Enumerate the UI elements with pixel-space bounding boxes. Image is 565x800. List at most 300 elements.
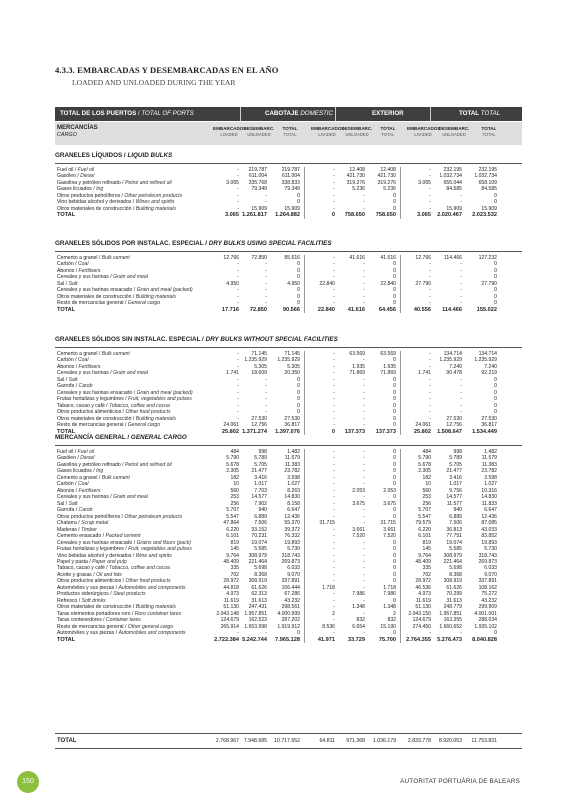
cell-value: -: [363, 494, 365, 501]
cell-value: 1.718: [383, 584, 396, 591]
row-label: Abonos / Fertilisers: [57, 267, 101, 274]
total-value: 33.729: [347, 636, 365, 643]
cell-value: -: [363, 513, 365, 520]
total-value: 41.971: [317, 636, 335, 643]
cell-value: -: [460, 261, 462, 268]
row-label: Gases licuados / Ing: [57, 468, 104, 475]
cell-value: 19.074: [251, 539, 267, 546]
cell-value: 265.914: [220, 623, 239, 630]
cell-value: 2.043.148: [216, 610, 239, 617]
cell-value: 308.919: [443, 578, 462, 585]
cell-value: 6.101: [418, 533, 431, 540]
cell-value: -: [333, 422, 335, 429]
cell-value: 27.530: [481, 415, 497, 422]
cell-value: 1.027: [484, 481, 497, 488]
cell-value: 0: [494, 199, 497, 206]
cell-value: 3.675: [383, 500, 396, 507]
cell-value: 11.579: [481, 455, 497, 462]
cell-value: 484: [230, 449, 239, 455]
cell-value: -: [333, 357, 335, 364]
cell-value: -: [460, 274, 462, 281]
cell-value: -: [237, 199, 239, 206]
cell-value: -: [333, 167, 335, 173]
row-label: Automóviles y sus piezas / Automobiles and components: [57, 584, 186, 591]
cell-value: 0: [393, 422, 396, 429]
cell-value: 79.349: [284, 186, 300, 193]
cell-value: 7.703: [254, 487, 267, 494]
cell-value: 232.195: [443, 167, 462, 173]
cell-value: -: [460, 293, 462, 300]
cell-value: -: [265, 287, 267, 294]
cell-value: 655.044: [443, 179, 462, 186]
cell-value: 6.889: [254, 513, 267, 520]
cell-value: 0: [297, 396, 300, 403]
cell-value: 7.506: [449, 520, 462, 527]
cell-value: -: [460, 376, 462, 383]
cell-value: 318.743: [478, 552, 497, 559]
total-value: 75.700: [378, 636, 396, 643]
row-label: Gasolina y petróleo refinado / Petrol and refined oil: [57, 461, 172, 468]
cell-value: 43.232: [284, 597, 300, 604]
cell-value: 998: [258, 449, 267, 455]
cell-value: -: [333, 487, 335, 494]
cell-value: 219.787: [248, 167, 267, 173]
cell-value: 2.305: [226, 468, 239, 475]
total-value: 5.242.744: [242, 636, 267, 643]
column-separator: [400, 167, 401, 219]
cell-value: -: [429, 199, 431, 206]
cell-value: 24.061: [415, 422, 431, 429]
cell-value: 114.466: [443, 255, 462, 261]
cell-value: 12.436: [481, 513, 497, 520]
cell-value: -: [265, 630, 267, 637]
cell-value: 1.935: [352, 363, 365, 370]
cell-value: 0: [393, 507, 396, 514]
cell-value: -: [333, 383, 335, 390]
cell-value: 15.909: [481, 205, 497, 212]
cell-value: 19.893: [481, 539, 497, 546]
total-value: 155.022: [476, 306, 497, 313]
cell-value: -: [363, 389, 365, 396]
cell-value: -: [333, 402, 335, 409]
cell-value: 3.661: [383, 526, 396, 533]
cell-value: 76.332: [284, 533, 300, 540]
cell-value: -: [429, 363, 431, 370]
cell-value: 658.109: [478, 179, 497, 186]
cell-value: 269.873: [478, 558, 497, 565]
cell-value: 0: [393, 300, 396, 307]
cell-value: -: [363, 558, 365, 565]
cell-value: 11.383: [284, 461, 300, 468]
cell-value: -: [333, 468, 335, 475]
total-value: 3.065: [417, 212, 431, 219]
cell-value: -: [265, 274, 267, 281]
cell-value: -: [333, 533, 335, 540]
cell-value: 31.715: [380, 520, 396, 527]
cell-value: -: [333, 205, 335, 212]
grand-total-value: 1.036.179: [372, 738, 396, 744]
cell-value: 421.730: [377, 173, 396, 180]
cell-value: 11.383: [481, 461, 497, 468]
cell-value: -: [363, 610, 365, 617]
cell-value: -: [333, 415, 335, 422]
cell-value: 232.195: [478, 167, 497, 173]
cell-value: 0: [297, 376, 300, 383]
header-total: TOTAL TOTAL: [459, 110, 501, 117]
cell-value: 12.766: [415, 255, 431, 261]
cell-value: -: [333, 267, 335, 274]
total-value: 1.534.449: [472, 428, 497, 435]
cell-value: -: [333, 461, 335, 468]
cell-value: -: [460, 402, 462, 409]
row-label: Otros materiales de construcción / Building materials: [57, 604, 176, 611]
cell-value: 484: [422, 449, 431, 455]
cell-value: 3.675: [352, 500, 365, 507]
cell-value: 19.893: [284, 539, 300, 546]
cell-value: -: [363, 409, 365, 416]
cell-value: 36.817: [284, 422, 300, 429]
cell-value: -: [363, 481, 365, 488]
cell-value: 0: [393, 552, 396, 559]
row-label: Vino bebidas alcohol y derivados / Wine and spirits: [57, 552, 172, 559]
cell-value: 4.001.001: [474, 610, 497, 617]
cell-value: 90.478: [446, 370, 462, 377]
cell-value: 0: [393, 546, 396, 553]
cell-value: 0: [393, 396, 396, 403]
cell-value: 0: [393, 293, 396, 300]
cell-value: -: [460, 389, 462, 396]
cell-value: -: [237, 389, 239, 396]
cell-value: 14.830: [284, 494, 300, 501]
column-header-cargo: MERCANCÍAS CARGO: [57, 125, 98, 138]
total-value: 0: [331, 428, 335, 435]
cell-value: 0: [393, 513, 396, 520]
cell-value: 0: [494, 267, 497, 274]
cell-value: -: [460, 199, 462, 206]
cell-value: 23.782: [481, 468, 497, 475]
cell-value: 6.647: [484, 507, 497, 514]
cell-value: -: [265, 300, 267, 307]
cell-value: -: [265, 376, 267, 383]
cell-value: 2.305: [418, 468, 431, 475]
cell-value: -: [363, 199, 365, 206]
cell-value: 0: [297, 293, 300, 300]
cell-value: 3.598: [484, 474, 497, 481]
cell-value: 31.715: [319, 520, 335, 527]
row-label: Cereales y sus harinas / Grain and meal: [57, 274, 148, 281]
cell-value: 0: [393, 630, 396, 637]
cell-value: 560: [422, 487, 431, 494]
cell-value: 134.714: [478, 351, 497, 357]
cell-value: -: [265, 280, 267, 287]
row-label: Frutas hortalizas y legumbres / Fruit, vegetables and pulses: [57, 396, 192, 403]
cell-value: 7.902: [254, 500, 267, 507]
row-label: Resto de mercancías general / General cargo: [57, 422, 161, 429]
row-label: Taras elementos portadores roro / Roro container tares: [57, 610, 182, 617]
cell-value: 87.085: [481, 520, 497, 527]
cell-value: -: [333, 604, 335, 611]
total-value: 3.065: [225, 212, 239, 219]
total-value: 1.261.817: [242, 212, 267, 219]
cell-value: 1.017: [254, 481, 267, 488]
cell-value: 72.850: [251, 255, 267, 261]
cell-value: 11.579: [284, 455, 300, 462]
cell-value: -: [333, 481, 335, 488]
cell-value: -: [237, 409, 239, 416]
cell-value: 84.585: [446, 186, 462, 193]
cell-value: -: [333, 396, 335, 403]
cell-value: 5.789: [254, 455, 267, 462]
cell-value: 8.536: [322, 623, 335, 630]
cell-value: 43.033: [481, 526, 497, 533]
cell-value: -: [333, 494, 335, 501]
cell-value: 0: [494, 261, 497, 268]
total-value: 758.650: [375, 212, 396, 219]
cell-value: 0: [297, 409, 300, 416]
cell-value: 15.909: [446, 205, 462, 212]
row-label: Frutas hortalizas y legumbres / Fruit, vegetables and pulses: [57, 546, 192, 553]
total-value: 25.802: [221, 428, 239, 435]
cell-value: 106.444: [281, 584, 300, 591]
cell-value: -: [429, 274, 431, 281]
grand-total-value: 11.753.831: [471, 738, 497, 744]
header-exterior: EXTERIOR: [372, 110, 404, 117]
cell-value: 12.408: [349, 167, 365, 173]
cell-value: 6.647: [287, 507, 300, 514]
cell-value: -: [363, 630, 365, 637]
cell-value: 15.909: [284, 205, 300, 212]
cell-value: 1.919.912: [277, 623, 300, 630]
page-subtitle: LOADED AND UNLOADED DURING THE YEAR: [72, 78, 236, 87]
cell-value: 27.790: [415, 280, 431, 287]
cell-value: 287.202: [281, 617, 300, 624]
cell-value: 2.053: [383, 487, 396, 494]
cell-value: 127.232: [478, 255, 497, 261]
cell-value: -: [333, 449, 335, 455]
total-value: 2.023.532: [472, 212, 497, 219]
cell-value: 335: [422, 565, 431, 572]
cell-value: 337.891: [281, 578, 300, 585]
column-header-7: DESEMBARC. UNLOADED: [438, 126, 470, 137]
cell-value: 48.409: [415, 558, 431, 565]
row-label: Tabaco, cacao y café / Tobacco, coffee and cocoa: [57, 402, 170, 409]
cell-value: 14.830: [481, 494, 497, 501]
row-label: Garrofa / Carob: [57, 507, 93, 514]
cell-value: 0: [393, 409, 396, 416]
cell-value: 163.355: [443, 617, 462, 624]
cell-value: 274.450: [412, 623, 431, 630]
cell-value: 5.547: [418, 513, 431, 520]
cell-value: 308.919: [248, 578, 267, 585]
cell-value: 162.523: [248, 617, 267, 624]
cell-value: -: [429, 376, 431, 383]
cell-value: -: [333, 179, 335, 186]
cell-value: 6.654: [352, 623, 365, 630]
cell-value: 6.101: [226, 533, 239, 540]
cell-value: 0: [393, 474, 396, 481]
grand-total-value: 8.920.053: [438, 738, 462, 744]
cell-value: 256: [230, 500, 239, 507]
cell-value: 1.957.851: [439, 610, 462, 617]
cell-value: -: [429, 630, 431, 637]
cell-value: 41.616: [380, 255, 396, 261]
row-label: Otros productos alimenticios / Other food products: [57, 578, 171, 585]
cell-value: 832: [387, 617, 396, 624]
cell-value: 79.349: [251, 186, 267, 193]
cell-value: 5.585: [449, 546, 462, 553]
cell-value: 47.864: [223, 520, 239, 527]
cell-value: -: [363, 552, 365, 559]
cell-value: 0: [297, 287, 300, 294]
cell-value: -: [265, 261, 267, 268]
cell-value: 308.979: [248, 552, 267, 559]
cell-value: -: [333, 199, 335, 206]
cell-value: 288.034: [478, 617, 497, 624]
cell-value: 0: [297, 274, 300, 281]
cell-value: 1.741: [418, 370, 431, 377]
cell-value: 0: [393, 192, 396, 199]
cell-value: 41.616: [349, 255, 365, 261]
cell-value: 421.730: [346, 173, 365, 180]
cell-value: 71.145: [284, 351, 300, 357]
total-value: 8.040.828: [472, 636, 497, 643]
cell-value: 0: [393, 383, 396, 390]
cell-value: -: [429, 402, 431, 409]
column-separator: [400, 255, 401, 313]
total-value: 1.264.882: [275, 212, 300, 219]
cell-value: -: [429, 192, 431, 199]
cell-value: -: [363, 546, 365, 553]
row-label: Automóviles y sus piezas / Automobiles and components: [57, 630, 186, 637]
cell-value: 21.477: [251, 468, 267, 475]
cell-value: -: [265, 409, 267, 416]
row-label: Chatarra / Scrap metal: [57, 520, 109, 527]
total-value: 0: [331, 212, 335, 219]
row-label: Gases licuados / Ing: [57, 186, 104, 193]
cell-value: 0: [393, 461, 396, 468]
cell-value: 6.033: [484, 565, 497, 572]
cell-value: 51.130: [415, 604, 431, 611]
cell-value: 5.707: [418, 507, 431, 514]
cell-value: 85.616: [284, 255, 300, 261]
cell-value: 67.286: [284, 591, 300, 598]
cell-value: -: [333, 173, 335, 180]
cell-value: -: [363, 571, 365, 578]
cell-value: 10.316: [481, 487, 497, 494]
cell-value: 5.236: [352, 186, 365, 193]
grand-total-value: 7.948.685: [243, 738, 267, 744]
cell-value: 11.619: [223, 597, 239, 604]
row-label: Carbón / Coal: [57, 357, 89, 364]
cell-value: 0: [393, 558, 396, 565]
cell-value: -: [333, 513, 335, 520]
cell-value: -: [429, 383, 431, 390]
cell-value: -: [237, 261, 239, 268]
cell-value: -: [429, 357, 431, 364]
cell-value: -: [429, 351, 431, 357]
cell-value: -: [429, 167, 431, 173]
cell-value: -: [237, 402, 239, 409]
cell-value: 28.972: [223, 578, 239, 585]
row-label: Cereales y sus harinas ensacado / Grain and meal (packed): [57, 287, 193, 294]
row-label: Maderas / Timber: [57, 526, 97, 533]
cell-value: 51.130: [223, 604, 239, 611]
row-label: Refresco / Soft drinks: [57, 597, 106, 604]
cell-value: -: [363, 261, 365, 268]
row-label: Fuel oil / Fuel oil: [57, 449, 95, 455]
cell-value: 108.162: [478, 584, 497, 591]
cell-value: 8.158: [287, 500, 300, 507]
cell-value: -: [363, 597, 365, 604]
cell-value: -: [237, 173, 239, 180]
cell-value: 5.678: [418, 461, 431, 468]
cell-value: 14.577: [251, 494, 267, 501]
cell-value: 338.833: [281, 179, 300, 186]
row-label: Gasolina y petróleo refinado / Petrol and refined oil: [57, 179, 172, 186]
cell-value: 0: [494, 396, 497, 403]
cell-value: 0: [393, 357, 396, 364]
column-header-1: DESEMBARC. UNLOADED: [243, 126, 275, 137]
cell-value: -: [460, 630, 462, 637]
cell-value: 7.240: [484, 363, 497, 370]
cell-value: 79.579: [415, 520, 431, 527]
cell-value: 12.756: [446, 422, 462, 429]
cell-value: 14.577: [446, 494, 462, 501]
cell-value: 2.043.150: [408, 610, 431, 617]
cell-value: -: [265, 396, 267, 403]
cell-value: 0: [494, 293, 497, 300]
column-header: [55, 122, 522, 145]
column-separator: [304, 449, 305, 643]
cell-value: -: [333, 474, 335, 481]
cell-value: -: [265, 199, 267, 206]
section-rows: [55, 255, 522, 313]
cell-value: 1.741: [226, 370, 239, 377]
cell-value: 3.416: [254, 474, 267, 481]
column-header-4: DESEMBARC. UNLOADED: [341, 126, 373, 137]
cell-value: 0: [393, 267, 396, 274]
cell-value: 43.232: [481, 597, 497, 604]
cell-value: -: [333, 363, 335, 370]
cell-value: -: [237, 192, 239, 199]
cell-value: 308.979: [443, 552, 462, 559]
table-header-bar: [55, 107, 522, 121]
row-label: Cemento a granel / Bulk cement: [57, 255, 130, 261]
cell-value: 5.678: [226, 461, 239, 468]
cell-value: 0: [393, 494, 396, 501]
cell-value: -: [363, 402, 365, 409]
header-total-of-ports: TOTAL DE LOS PUERTOS / TOTAL OF PORTS: [60, 110, 194, 117]
cell-value: 7.240: [449, 363, 462, 370]
cell-value: 71.869: [380, 370, 396, 377]
cell-value: 22.840: [319, 280, 335, 287]
cell-value: 15.909: [251, 205, 267, 212]
total-value: 1.508.647: [437, 428, 462, 435]
column-separator: [304, 255, 305, 313]
total-value: 137.373: [344, 428, 365, 435]
cell-value: 3.065: [226, 179, 239, 186]
cell-value: -: [237, 383, 239, 390]
cell-value: -: [333, 351, 335, 357]
cell-value: 145: [422, 546, 431, 553]
grand-total-value: 971.368: [346, 738, 365, 744]
cell-value: 0: [494, 389, 497, 396]
cell-value: 1.935: [383, 363, 396, 370]
cell-value: 15.190: [380, 623, 396, 630]
total-value: 41.616: [347, 306, 365, 313]
cell-value: -: [333, 274, 335, 281]
cell-value: 298.561: [281, 604, 300, 611]
